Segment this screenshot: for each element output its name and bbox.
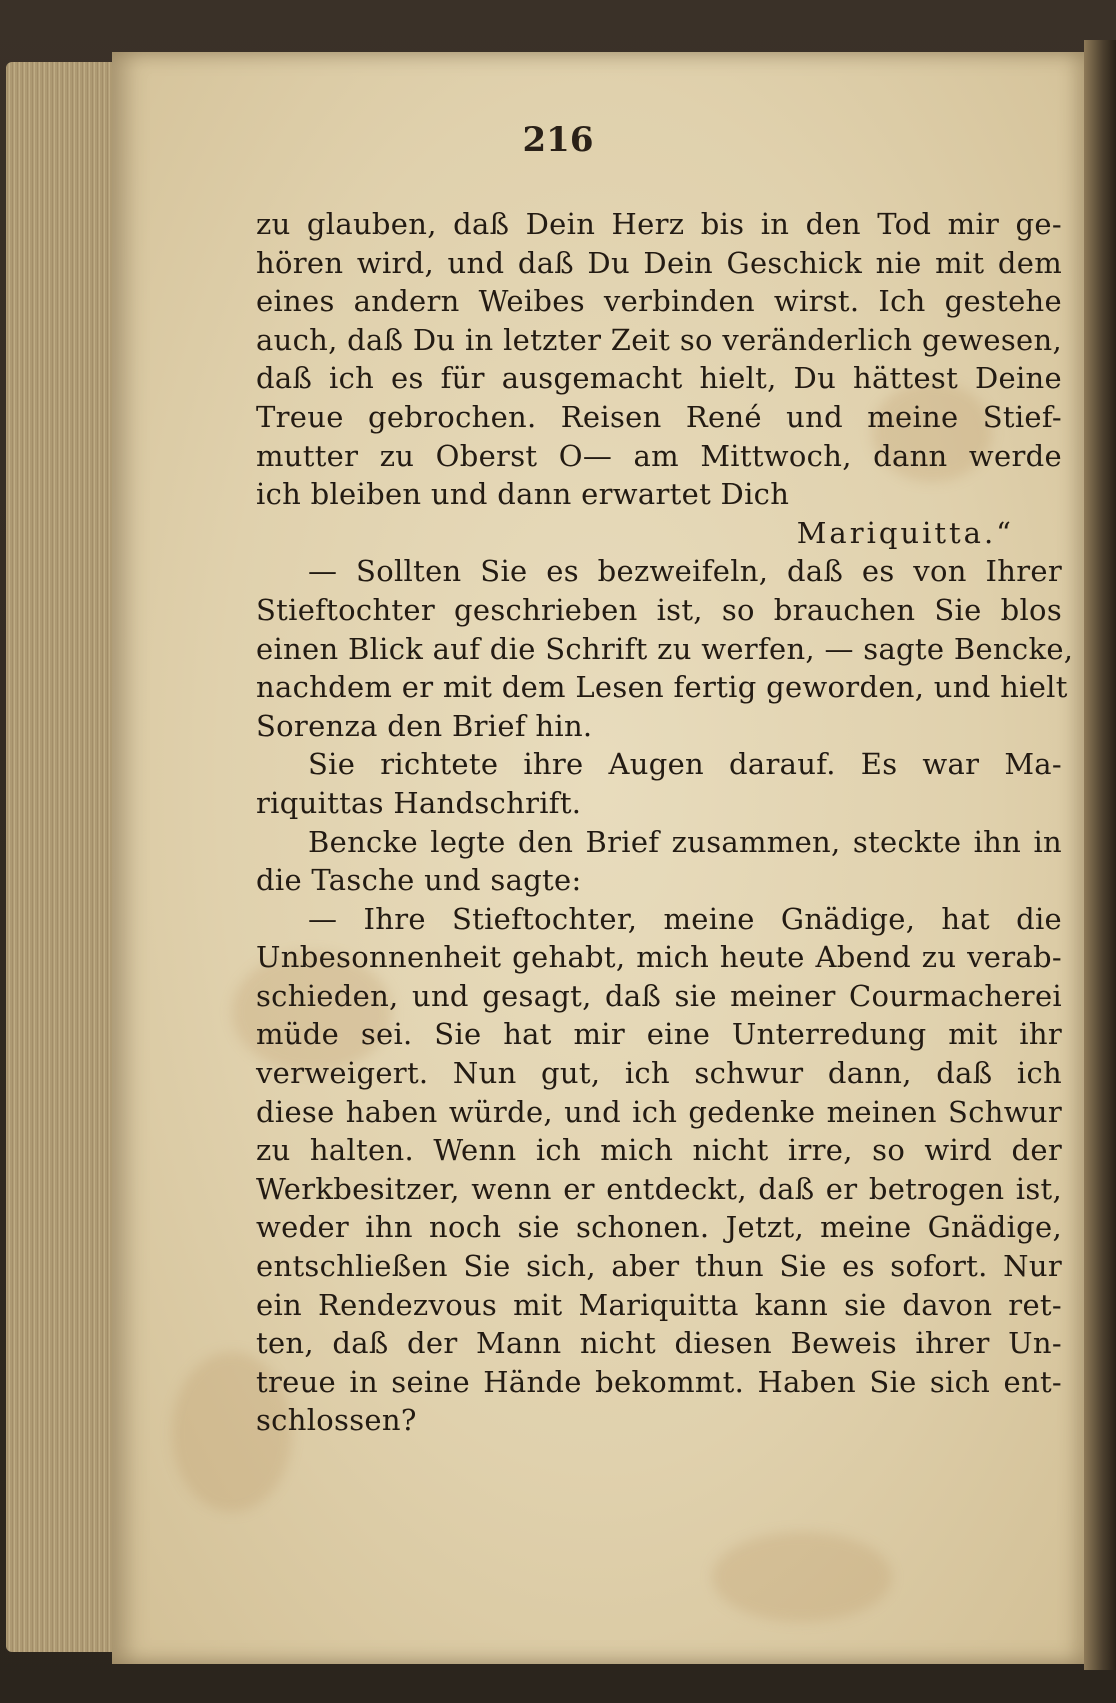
text-line: mutter zu Oberst O— am Mittwoch, dann werde	[256, 438, 1062, 473]
text-line: treue in seine Hände bekommt. Haben Sie sich ent-	[256, 1364, 1062, 1399]
text-line: verweigert. Nun gut, ich schwur dann, daß ich	[256, 1056, 1062, 1091]
text-line: auch, daß Du in letzter Zeit so veränderlich gewesen,	[256, 322, 1062, 357]
binding-gutter	[1084, 40, 1116, 1670]
text-line: daß ich es für ausgemacht hielt, Du hättest Deine	[256, 361, 1062, 396]
text-line: schieden, und gesagt, daß sie meiner Courmacherei	[256, 978, 1062, 1013]
text-line: — Ihre Stieftochter, meine Gnädige, hat die	[308, 901, 1062, 936]
text-line: hören wird, und daß Du Dein Geschick nie mit dem	[256, 245, 1062, 280]
text-line: Mariquitta.“	[796, 515, 1014, 550]
text-line: Sie richtete ihre Augen darauf. Es war Ma-	[308, 747, 1062, 782]
page-block-edge	[6, 62, 116, 1652]
body-text	[256, 205, 1074, 1440]
text-line: die Tasche und sagte:	[256, 863, 582, 898]
text-line: Sorenza den Brief hin.	[256, 708, 593, 743]
text-line: entschließen Sie sich, aber thun Sie es sofort. Nur	[256, 1249, 1062, 1284]
text-line: weder ihn noch sie schonen. Jetzt, meine Gnädige,	[256, 1210, 1062, 1245]
text-line: Unbesonnenheit gehabt, mich heute Abend zu verab-	[256, 940, 1062, 975]
text-line: Treue gebrochen. Reisen René und meine Stief-	[256, 399, 1062, 434]
text-line: diese haben würde, und ich gedenke meinen Schwur	[256, 1094, 1062, 1129]
text-line: Werkbesitzer, wenn er entdeckt, daß er betrogen ist,	[256, 1171, 1062, 1206]
text-line: ten, daß der Mann nicht diesen Beweis ihrer Un-	[256, 1326, 1062, 1361]
text-line: — Sollten Sie es bezweifeln, daß es von Ihrer	[308, 554, 1062, 589]
text-line: schlossen?	[256, 1403, 417, 1438]
text-line: zu glauben, daß Dein Herz bis in den Tod mir ge-	[256, 207, 1062, 241]
text-line: Bencke legte den Brief zusammen, steckte ihn in	[308, 824, 1062, 859]
text-line: riquittas Handschrift.	[256, 785, 582, 820]
text-line: einen Blick auf die Schrift zu werfen, — sagte Bencke,	[256, 631, 1074, 666]
text-line: Stieftochter geschrieben ist, so brauchen Sie blos	[256, 592, 1062, 627]
text-line: zu halten. Wenn ich mich nicht irre, so wird der	[256, 1133, 1062, 1168]
page-number: 216	[522, 120, 594, 160]
paper-stain	[712, 1532, 892, 1622]
text-line: ich bleiben und dann erwartet Dich	[256, 477, 790, 512]
text-line: müde sei. Sie hat mir eine Unterredung mit ihr	[256, 1017, 1062, 1052]
text-line: ein Rendezvous mit Mariquitta kann sie davon ret-	[256, 1287, 1062, 1322]
text-line: eines andern Weibes verbinden wirst. Ich gestehe	[256, 284, 1062, 319]
text-line: nachdem er mit dem Lesen fertig geworden, und hielt	[256, 670, 1068, 705]
